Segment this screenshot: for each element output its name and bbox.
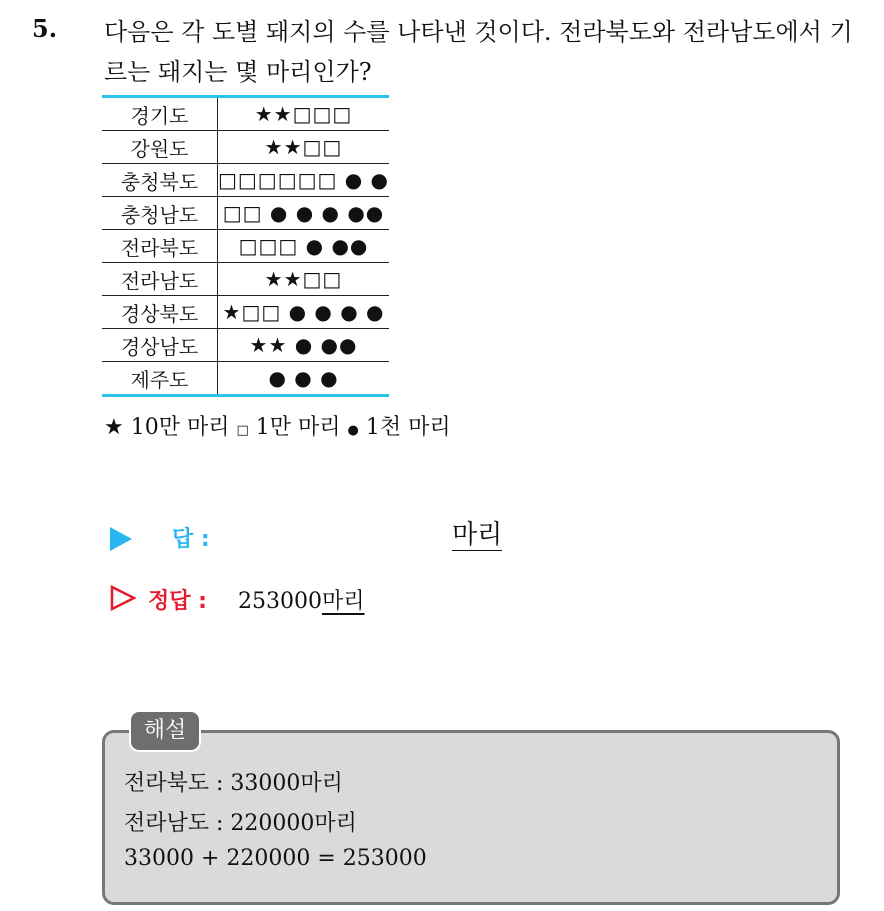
symbols-cell: ● ● ● [268,366,339,390]
symbols-cell: □□□ ● ●● [218,230,390,263]
correct-unit: 마리 [321,589,365,614]
symbols-cell: ★★ ● ●● [218,329,390,362]
region-cell: 전라북도 [102,230,218,263]
table-row [102,197,389,230]
answer-row [110,518,530,558]
table-row [102,329,389,362]
region-cell: 경상북도 [102,296,218,329]
explanation-tag: 해설 [129,710,201,752]
symbols-cell: ★□□ ● ● ● ● [218,296,390,329]
symbols-cell: ★★□□ [218,263,390,296]
region-cell: 제주도 [102,362,218,396]
legend-star-text: 10만 마리 [123,415,237,440]
correct-answer-row [110,582,530,622]
correct-number: 253000 [238,589,322,614]
symbols-cell: ★★□□ [218,131,390,164]
table-row [102,263,389,296]
table-row [102,362,389,396]
explanation-line: 전라남도 : 220000마리 [124,811,357,836]
pig-count-table [102,95,389,397]
region-cell: 경상남도 [102,329,218,362]
question-text: 다음은 각 도별 돼지의 수를 나타낸 것이다. 전라북도와 전라남도에서 기르는 돼지는 몇 마리인가? [104,18,853,86]
table-row [102,97,389,131]
legend-dot-text: 1천 마리 [358,415,451,440]
region-cell: 강원도 [102,131,218,164]
answer-label: 답 : [172,527,210,552]
symbols-cell: □□□□□□ ● ● [218,164,390,197]
region-cell: 충청남도 [102,197,218,230]
star-icon: ★ [104,415,124,440]
question-number: 5. [32,14,58,43]
legend-square-text: 1만 마리 [248,415,348,440]
dot-icon: ● [347,423,359,438]
region-cell: 경기도 [102,97,218,131]
explanation-line: 전라북도 : 33000마리 [124,771,343,796]
outline-triangle-icon [110,585,136,611]
correct-label: 정답 : [148,589,207,614]
play-triangle-icon [110,527,132,551]
correct-value [238,584,365,615]
legend [104,410,451,441]
table-row [102,230,389,263]
table-row [102,131,389,164]
table-row [102,164,389,197]
region-cell: 충청북도 [102,164,218,197]
symbols-cell: □□ ● ● ● ●● [218,197,390,230]
square-icon: □ [236,423,249,438]
answer-unit: 마리 [452,520,503,550]
region-cell: 전라남도 [102,263,218,296]
explanation-line: 33000 + 220000 = 253000 [124,846,427,871]
symbols-cell: ★★□□□ [218,97,390,131]
table-row [102,296,389,329]
